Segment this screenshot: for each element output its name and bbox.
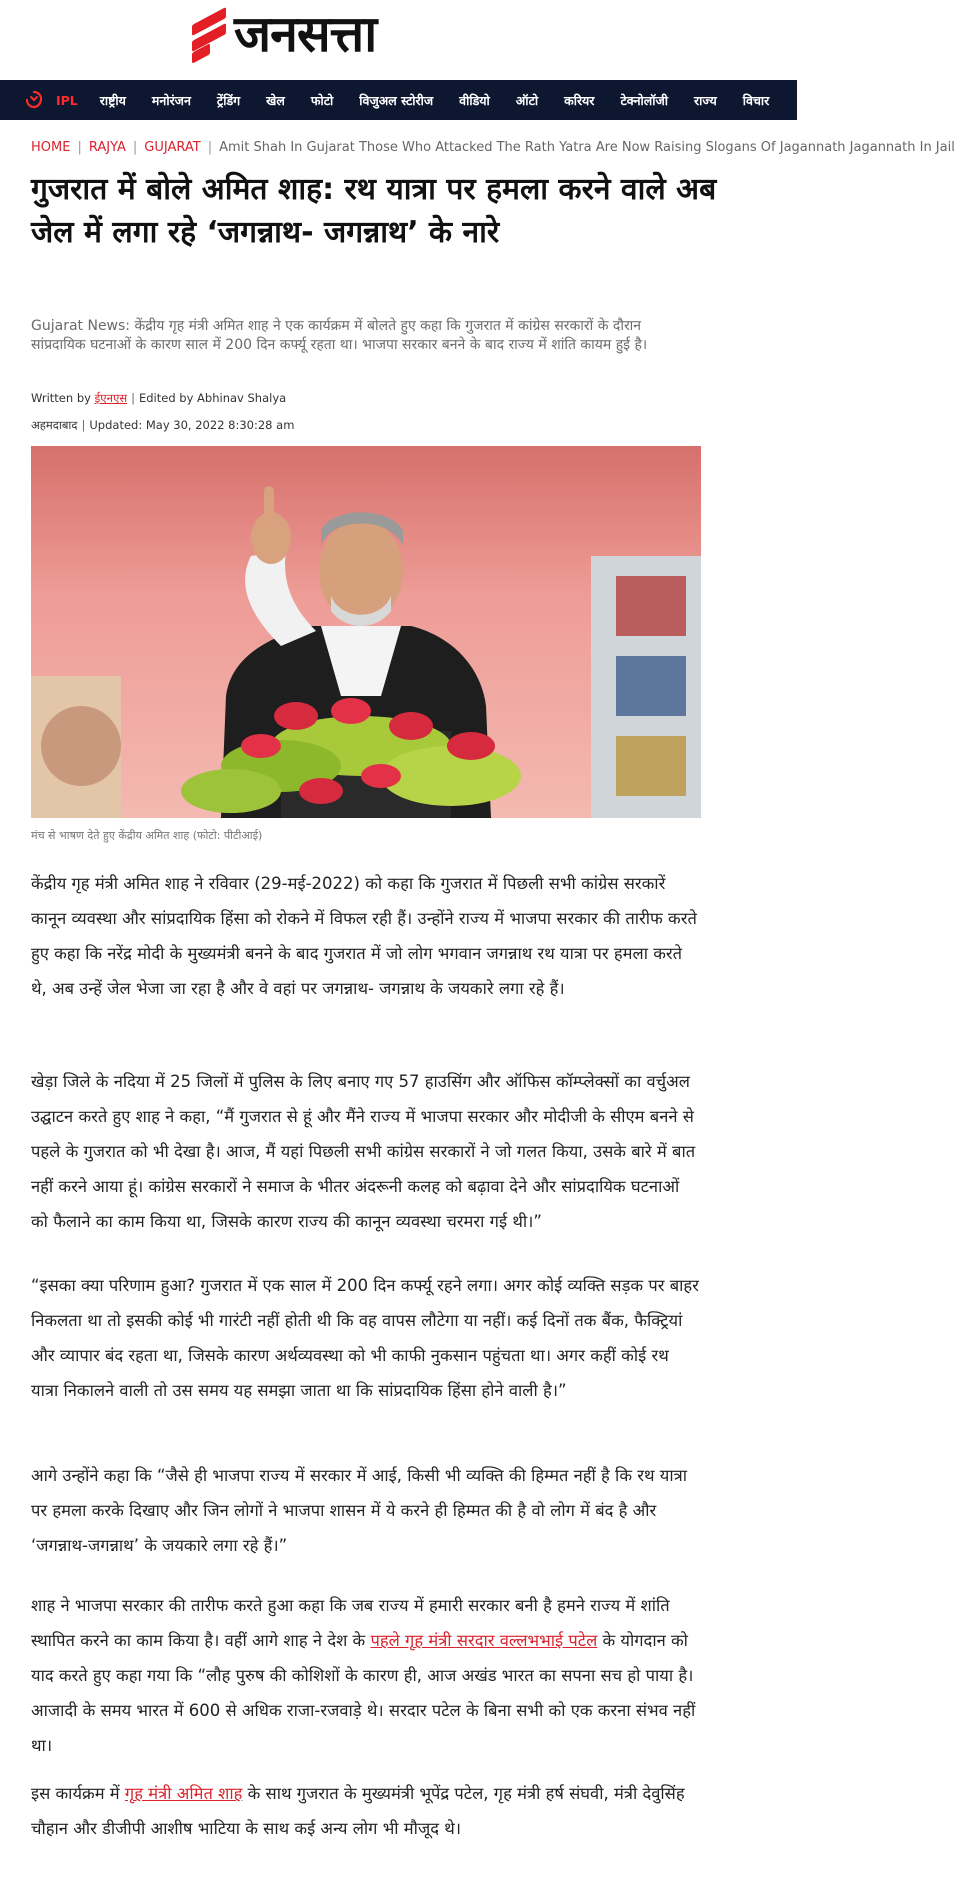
byline-separator: |: [131, 391, 135, 405]
breadcrumb-gujarat[interactable]: GUJARAT: [144, 140, 201, 155]
paragraph-1: केंद्रीय गृह मंत्री अमित शाह ने रविवार (29-मई-2022) को कहा कि गुजरात में पिछली सभी कांग्रेस सरकारें कानून व्यवस्था और सांप्रदायिक हिंसा को रोकने में विफल रही हैं। उन्होंने राज्य में भाजपा सरकार की तारीफ करते हुए कहा कि नरेंद्र मोदी के मुख्यमंत्री बनने के बाद गुजरात में जो लोग भगवान जगन्नाथ रथ यात्रा पर हमला करते थे, अब उन्हें जेल भेजा जा रहा है और वे वहां पर जगन्नाथ- जगन्नाथ के जयकारे लगा रहे हैं।: [31, 874, 697, 998]
hero-image-illustration: [31, 446, 701, 818]
paragraph-2: खेड़ा जिले के नदिया में 25 जिलों में पुलिस के लिए बनाए गए 57 हाउसिंग और ऑफिस कॉम्प्लेक्सों का वर्चुअल उद्घाटन करते हुए शाह ने कहा, “मैं गुजरात से हूं और मैंने राज्य में भाजपा सरकार और मोदीजी के सीएम बनने से पहले के गुजरात को भी देखा है। आज, मैं यहां पिछली सभी कांग्रेस सरकारों ने जो गलत किया, उसके बारे में बात नहीं करने आया हूं। कांग्रेस सरकारों ने समाज के भीतर अंदरूनी कलह को बढ़ावा देने और सांप्रदायिक घटनाओं को फैलाने का काम किया था, जिसके कारण राज्य की कानून व्यवस्था चरमरा गई थी।”: [31, 1072, 696, 1231]
article-headline: गुजरात में बोले अमित शाह: रथ यात्रा पर हमला करने वाले अब जेल में लगा रहे ‘जगन्नाथ- जगन्नाथ’ के नारे: [31, 172, 717, 250]
written-by-label: Written by: [31, 391, 91, 405]
updated-time: Updated: May 30, 2022 8:30:28 am: [89, 418, 295, 432]
breadcrumb-separator: |: [207, 140, 213, 155]
edited-by: Edited by Abhinav Shalya: [138, 391, 287, 405]
paragraph-3: “इसका क्या परिणाम हुआ? गुजरात में एक साल में 200 दिन कर्फ्यू रहने लगा। अगर कोई व्यक्ति सड़क पर बाहर निकलता था तो इसकी कोई भी गारंटी नहीं होती थी कि वह वापस लौटेगा या नहीं। कई दिनों तक बैंक, फैक्ट्रियां और व्यापार बंद रहता था, जिसके कारण अर्थव्यवस्था को भी काफी नुकसान पहुंचता था। अगर कहीं कोई रथ यात्रा निकालने वाली तो उस समय यह समझा जाता था कि सांप्रदायिक हिंसा होने वाली है।”: [31, 1276, 699, 1400]
nav-item-khel[interactable]: खेल: [266, 92, 285, 108]
nav-item-trending[interactable]: ट्रेंडिंग: [216, 92, 241, 108]
paragraph-5-text-b: के योगदान को याद करते हुए कहा गया कि “लौह पुरुष की कोशिशों के कारण ही, आज अखंड भारत का सपना सच हो पाया है। आजादी के समय भारत में 600 से अधिक राजा-रजवाड़े थे। सरदार पटेल के बिना सभी को एक करना संभव नहीं था।: [31, 1631, 696, 1755]
image-caption: मंच से भाषण देते हुए केंद्रीय अमित शाह (फोटो: पीटीआई): [31, 829, 263, 842]
nav-item-technology[interactable]: टेक्नोलॉजी: [620, 92, 668, 108]
breadcrumb: [31, 140, 955, 158]
nav-item-ipl[interactable]: IPL: [56, 92, 78, 108]
logo-mark-icon: [188, 8, 230, 60]
breadcrumb-current: Amit Shah In Gujarat Those Who Attacked The Rath Yatra Are Now Raising Slogans Of Jagannath Jagannath In Jail: [219, 140, 955, 155]
article-summary: Gujarat News: केंद्रीय गृह मंत्री अमित शाह ने एक कार्यक्रम में बोलते हुए कहा कि गुजरात में कांग्रेस सरकारों के दौरान सांप्रदायिक घटनाओं के कारण साल में 200 दिन कर्फ्यू रहता था। भाजपा सरकार बनने के बाद राज्य में शांति कायम हुई है।: [31, 318, 648, 353]
breadcrumb-home[interactable]: HOME: [31, 140, 71, 155]
nav-item-visual-stories[interactable]: विजुअल स्टोरीज: [359, 92, 434, 108]
nav-item-rajya[interactable]: राज्य: [694, 92, 717, 108]
nav-item-vichar[interactable]: विचार: [742, 92, 770, 108]
breadcrumb-rajya[interactable]: RAJYA: [88, 140, 126, 155]
masthead: [0, 0, 797, 80]
breadcrumb-separator: |: [77, 140, 82, 155]
nav-item-photo[interactable]: फोटो: [310, 92, 334, 108]
link-sardar-patel[interactable]: पहले गृह मंत्री सरदार वल्लभभाई पटेल: [370, 1631, 598, 1650]
paragraph-5: [31, 1588, 701, 1763]
nav-item-auto[interactable]: ऑटो: [515, 92, 539, 108]
nav-item-rashtriya[interactable]: राष्ट्रीय: [99, 92, 126, 108]
location: अहमदाबाद: [31, 418, 78, 432]
logo-text: जनसत्ता: [234, 5, 377, 63]
main-nav: [0, 80, 797, 120]
author-link[interactable]: ईएनएस: [94, 391, 128, 405]
dateline: [31, 418, 294, 433]
breadcrumb-separator: |: [132, 140, 138, 155]
home-icon[interactable]: [16, 80, 52, 120]
nav-item-career[interactable]: करियर: [564, 92, 595, 108]
paragraph-6-text-b: के साथ गुजरात के मुख्यमंत्री भूपेंद्र पटेल, गृह मंत्री हर्ष संघवी, मंत्री देवुसिंह चौहान और डीजीपी आशीष भाटिया के साथ कई अन्य लोग भी मौजूद थे।: [31, 1784, 685, 1838]
paragraph-6-text-a: इस कार्यक्रम में: [31, 1784, 125, 1803]
dateline-separator: |: [81, 418, 86, 432]
link-amit-shah[interactable]: गृह मंत्री अमित शाह: [124, 1784, 243, 1803]
nav-item-video[interactable]: वीडियो: [459, 92, 490, 108]
paragraph-5-text-a: शाह ने भाजपा सरकार की तारीफ करते हुआ कहा कि जब राज्य में हमारी सरकार बनी है हमने राज्य में शांति स्थापित करने का काम किया है। वहीं आगे शाह ने देश के: [31, 1596, 670, 1650]
byline: [31, 391, 286, 406]
nav-item-manoranjan[interactable]: मनोरंजन: [151, 92, 191, 108]
site-logo[interactable]: [188, 6, 376, 62]
paragraph-6: [31, 1776, 701, 1846]
paragraph-4: आगे उन्होंने कहा कि “जैसे ही भाजपा राज्य में सरकार में आई, किसी भी व्यक्ति की हिम्मत नहीं है कि रथ यात्रा पर हमला करके दिखाए और जिन लोगों ने भाजपा शासन में ये करने ही हिम्मत की है वो लोग में बंद है और ‘जगन्नाथ-जगन्नाथ’ के जयकारे लगा रहे हैं।”: [31, 1466, 688, 1555]
hero-image: [31, 446, 701, 818]
